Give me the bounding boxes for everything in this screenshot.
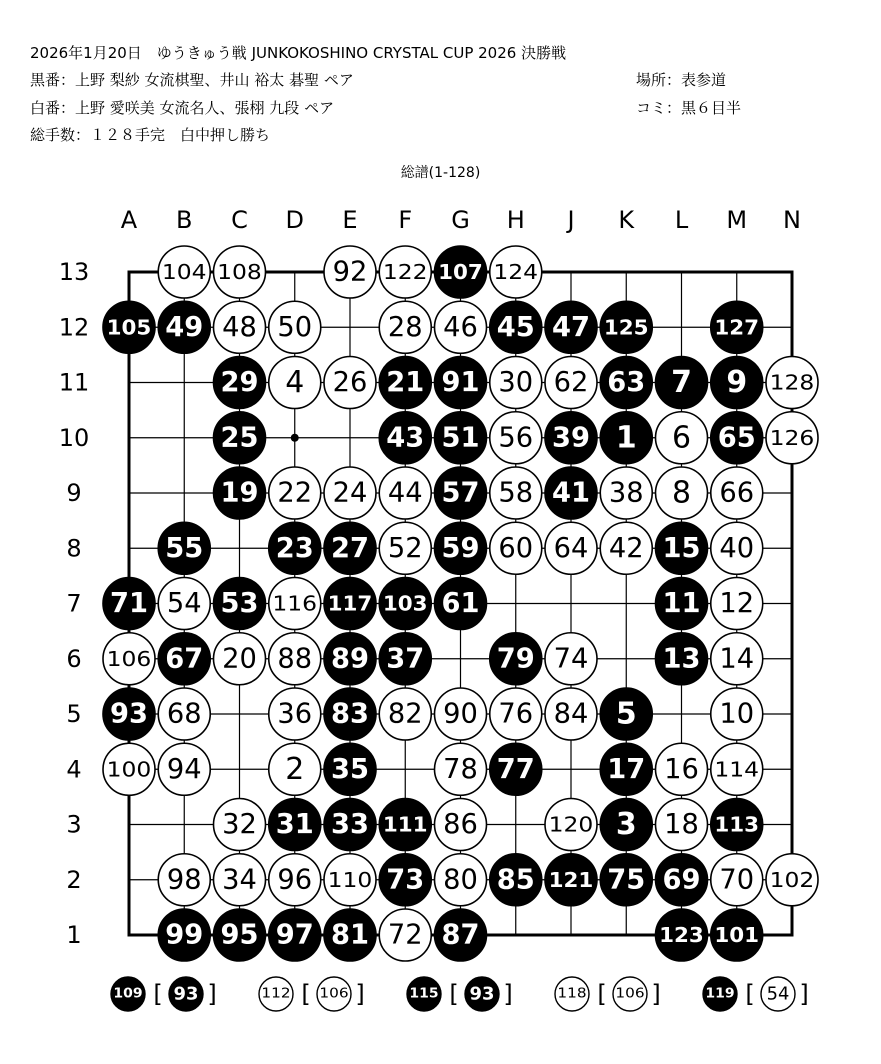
move-number: 4 [285, 365, 305, 400]
move-number: 78 [443, 753, 478, 785]
footnote-bracket-close: ] [503, 980, 513, 1008]
move-number: 123 [659, 923, 704, 947]
row-label: 10 [58, 423, 90, 452]
footnote-bracket-open: [ [597, 980, 607, 1008]
move-number: 70 [719, 864, 755, 896]
move-number: 31 [275, 809, 314, 840]
move-number: 126 [769, 425, 815, 450]
move-number: 102 [769, 867, 815, 892]
move-number: 16 [664, 753, 699, 785]
move-number: 43 [386, 422, 425, 454]
move-number: 111 [382, 812, 428, 837]
move-number: 128 [769, 370, 815, 395]
move-number: 55 [165, 532, 204, 564]
column-label: G [451, 206, 470, 234]
move-number: 25 [220, 422, 259, 454]
move-number: 90 [443, 698, 478, 730]
footnote-move-number: 119 [705, 986, 735, 1002]
move-number: 96 [277, 864, 313, 896]
move-number: 74 [553, 643, 589, 675]
footnote-bracket-close: ] [651, 980, 661, 1008]
move-number: 62 [553, 367, 589, 398]
column-label: F [398, 206, 413, 234]
star-point [291, 434, 299, 442]
move-number: 84 [553, 698, 589, 730]
footnote-bracket-open: [ [745, 980, 755, 1008]
move-number: 69 [662, 864, 701, 896]
move-number: 64 [553, 532, 589, 564]
move-number: 116 [272, 591, 318, 616]
move-number: 10 [719, 698, 755, 730]
move-number: 63 [607, 367, 646, 398]
move-number: 108 [217, 260, 262, 284]
move-number: 54 [166, 588, 202, 619]
move-number: 2 [285, 751, 305, 787]
move-number: 88 [277, 643, 313, 675]
row-label: 2 [66, 865, 82, 894]
footnote-at-number: 93 [469, 983, 495, 1005]
game-place: 場所：表参道 [636, 71, 727, 89]
footnote-at-number: 106 [615, 986, 645, 1002]
move-number: 121 [548, 867, 594, 892]
move-number: 32 [222, 809, 257, 840]
move-number: 3 [615, 807, 637, 842]
move-number: 49 [165, 311, 204, 343]
game-result: 総手数：１２８手完 白中押し勝ち [30, 126, 271, 144]
row-label: 7 [66, 589, 82, 618]
move-number: 52 [387, 532, 423, 564]
move-number: 91 [441, 367, 480, 398]
move-number: 44 [387, 477, 423, 509]
move-number: 113 [714, 812, 760, 837]
move-number: 24 [332, 477, 368, 509]
move-number: 60 [498, 532, 534, 564]
move-number: 86 [443, 809, 478, 840]
record-subtitle: 総譜(1-128) [400, 165, 481, 181]
column-label: L [674, 206, 689, 234]
move-number: 28 [387, 311, 423, 343]
move-number: 29 [220, 367, 259, 398]
move-number: 1 [615, 420, 637, 456]
move-number: 81 [331, 919, 369, 951]
footnote-bracket-close: ] [799, 980, 809, 1008]
move-number: 98 [166, 864, 202, 896]
column-label: C [231, 206, 248, 234]
move-number: 65 [717, 422, 756, 454]
move-number: 17 [607, 753, 646, 785]
column-label: K [618, 206, 635, 234]
black-players: 黒番：上野 梨紗 女流棋聖、井山 裕太 碁聖 ペア [30, 71, 354, 89]
move-number: 6 [671, 420, 692, 456]
row-label: 1 [66, 921, 82, 949]
move-number: 27 [331, 532, 369, 564]
footnote-move-number: 118 [557, 986, 587, 1002]
move-number: 114 [714, 757, 760, 782]
move-number: 92 [332, 256, 368, 288]
move-number: 40 [719, 532, 755, 564]
move-number: 13 [662, 643, 701, 675]
move-number: 38 [608, 477, 644, 509]
column-label: H [506, 206, 525, 234]
row-label: 9 [66, 479, 82, 507]
move-number: 125 [603, 315, 649, 340]
row-label: 6 [66, 644, 82, 673]
move-number: 87 [441, 919, 480, 951]
move-number: 39 [552, 422, 590, 454]
move-number: 23 [275, 532, 314, 564]
footnote-bracket-close: ] [207, 980, 217, 1008]
row-label: 13 [58, 258, 90, 286]
white-players: 白番：上野 愛咲美 女流名人、張栩 九段 ペア [30, 99, 335, 117]
move-number: 46 [443, 311, 478, 343]
column-label: E [342, 206, 358, 234]
move-number: 94 [166, 753, 202, 785]
move-number: 20 [222, 643, 257, 675]
move-number: 97 [275, 919, 314, 951]
move-number: 36 [277, 698, 313, 730]
game-title: 2026年1月20日 ゆうきゅう戦 JUNKOKOSHINO CRYSTAL CUP 2026 決勝戦 [30, 44, 567, 62]
move-number: 7 [671, 365, 692, 400]
move-number: 100 [106, 757, 152, 782]
move-number: 85 [496, 864, 535, 896]
row-label: 4 [66, 755, 82, 784]
move-number: 11 [662, 588, 701, 619]
footnote-at-number: 93 [173, 983, 199, 1005]
move-number: 26 [332, 367, 368, 398]
move-number: 19 [220, 477, 259, 509]
move-number: 45 [496, 311, 535, 343]
move-number: 93 [110, 698, 148, 730]
move-number: 110 [327, 867, 373, 892]
move-number: 124 [493, 260, 539, 284]
move-number: 57 [441, 477, 480, 509]
move-number: 103 [382, 591, 428, 616]
move-number: 101 [714, 923, 760, 947]
move-number: 30 [498, 367, 534, 398]
footnote-bracket-open: [ [301, 980, 311, 1008]
move-number: 9 [726, 365, 748, 400]
footnote-at-number: 54 [766, 983, 790, 1005]
footnote-bracket-open: [ [449, 980, 459, 1008]
footnote-at-number: 106 [319, 986, 349, 1002]
footnote-bracket-close: ] [355, 980, 365, 1008]
move-number: 80 [443, 864, 478, 896]
column-label: N [783, 206, 801, 234]
move-number: 107 [438, 260, 483, 284]
move-number: 120 [548, 812, 594, 837]
move-number: 72 [387, 919, 423, 951]
move-number: 67 [165, 643, 204, 675]
row-label: 11 [58, 368, 90, 397]
move-number: 79 [496, 643, 535, 675]
move-number: 73 [386, 864, 425, 896]
footnote-move-number: 109 [113, 986, 143, 1002]
move-number: 56 [498, 422, 534, 454]
move-number: 35 [331, 753, 369, 785]
move-number: 68 [166, 698, 202, 730]
move-number: 82 [387, 698, 423, 730]
move-number: 47 [552, 311, 590, 343]
move-number: 105 [106, 315, 152, 340]
move-number: 58 [498, 477, 534, 509]
move-number: 99 [165, 919, 204, 951]
move-number: 59 [441, 532, 480, 564]
move-number: 75 [607, 864, 646, 896]
move-number: 76 [498, 698, 534, 730]
move-number: 77 [496, 753, 535, 785]
footnote-bracket-open: [ [153, 980, 163, 1008]
move-number: 42 [608, 532, 644, 564]
move-number: 37 [386, 643, 425, 675]
column-label: J [567, 206, 575, 234]
footnote-move-number: 112 [261, 986, 291, 1002]
move-number: 89 [331, 643, 369, 675]
move-number: 41 [552, 477, 590, 509]
row-label: 3 [66, 810, 82, 839]
move-number: 22 [277, 477, 313, 509]
column-label: M [726, 206, 748, 234]
move-number: 21 [386, 367, 425, 398]
row-label: 12 [58, 313, 90, 342]
move-number: 48 [222, 311, 257, 343]
footnote-move-number: 115 [409, 986, 439, 1002]
move-number: 95 [220, 919, 259, 951]
move-number: 18 [664, 809, 699, 840]
column-label: B [176, 206, 193, 234]
move-number: 71 [110, 588, 148, 619]
move-number: 106 [106, 646, 152, 671]
move-number: 14 [719, 643, 755, 675]
move-number: 117 [327, 591, 373, 616]
move-number: 50 [277, 311, 313, 343]
move-number: 5 [615, 696, 637, 732]
row-label: 5 [66, 700, 82, 728]
move-number: 53 [220, 588, 259, 619]
move-number: 61 [441, 588, 480, 619]
move-number: 12 [719, 588, 755, 619]
row-label: 8 [66, 534, 82, 563]
move-number: 104 [161, 260, 207, 284]
move-number: 51 [441, 422, 480, 454]
column-label: A [120, 206, 138, 234]
column-label: D [285, 206, 304, 234]
move-number: 127 [714, 315, 760, 340]
move-number: 66 [719, 477, 755, 509]
move-number: 8 [671, 475, 692, 511]
move-number: 33 [331, 809, 369, 840]
move-number: 83 [331, 698, 369, 730]
move-number: 15 [662, 532, 701, 564]
move-number: 34 [222, 864, 257, 896]
game-komi: コミ：黒６目半 [636, 99, 742, 117]
move-number: 122 [382, 260, 428, 284]
